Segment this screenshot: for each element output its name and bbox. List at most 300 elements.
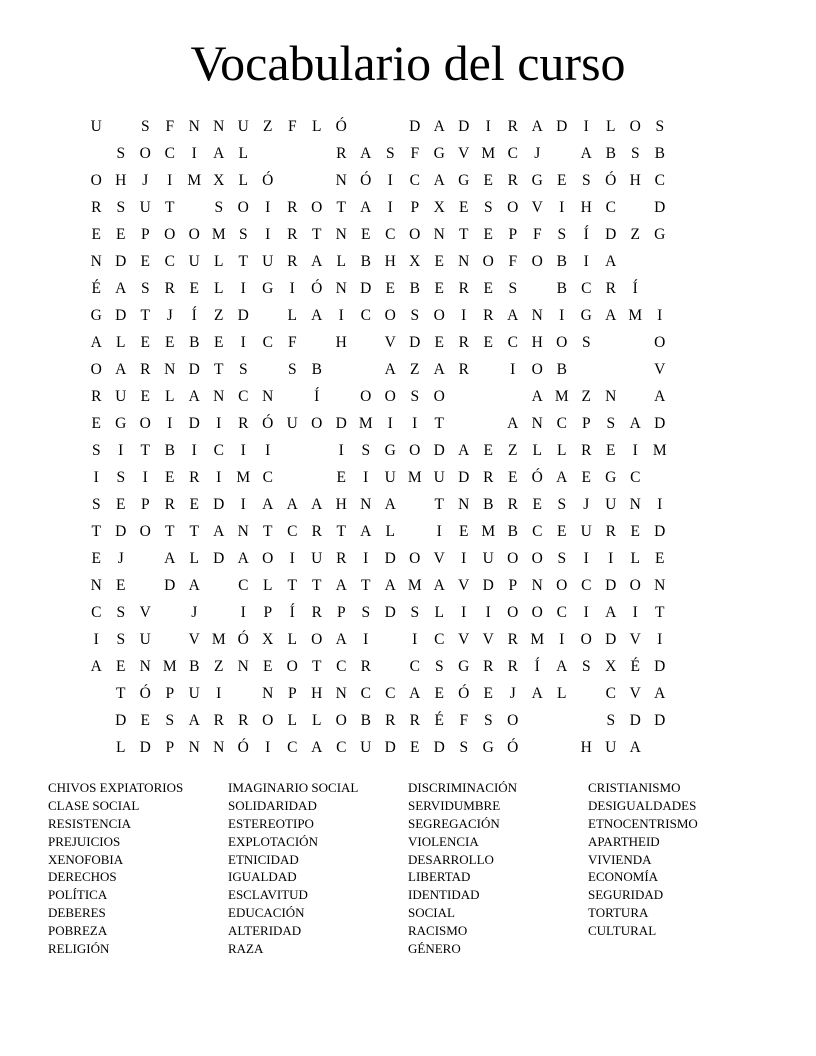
- grid-letter: [697, 464, 722, 491]
- grid-letter: N: [335, 172, 347, 189]
- grid-letter: A: [115, 361, 127, 378]
- grid-letter: Í: [534, 658, 540, 675]
- grid-letter: O: [482, 253, 494, 270]
- grid-letter: E: [91, 226, 101, 243]
- grid-letter: [697, 491, 722, 518]
- grid-letter: [133, 545, 158, 572]
- word-list-item: ECONOMÍA: [588, 869, 659, 885]
- grid-letter: E: [557, 172, 567, 189]
- grid-letter: I: [240, 496, 246, 513]
- grid-letter: R: [385, 712, 396, 729]
- grid-letter: C: [360, 307, 371, 324]
- word-list-item: ESTEREOTIPO: [228, 815, 314, 831]
- grid-letter: P: [581, 415, 591, 432]
- grid-letter: S: [91, 496, 101, 513]
- grid-letter: N: [629, 496, 641, 513]
- grid-row: [84, 734, 721, 761]
- grid-letter: L: [238, 145, 248, 162]
- word-list-column: [408, 779, 588, 958]
- grid-letter: N: [458, 253, 470, 270]
- grid-letter: I: [387, 415, 393, 432]
- grid-letter: T: [434, 415, 444, 432]
- grid-letter: V: [629, 685, 641, 702]
- grid-letter: U: [605, 739, 617, 756]
- grid-letter: A: [335, 631, 347, 648]
- grid-letter: [648, 464, 673, 491]
- grid-letter: E: [385, 280, 395, 297]
- grid-letter: O: [188, 226, 200, 243]
- grid-letter: E: [434, 334, 444, 351]
- grid-letter: [84, 140, 109, 167]
- grid-letter: E: [189, 280, 199, 297]
- grid-letter: A: [90, 658, 102, 675]
- grid-letter: R: [507, 172, 518, 189]
- grid-letter: U: [360, 739, 372, 756]
- grid-letter: C: [213, 442, 224, 459]
- grid-letter: I: [240, 604, 246, 621]
- grid-letter: [672, 680, 697, 707]
- grid-letter: T: [189, 523, 199, 540]
- grid-letter: I: [387, 172, 393, 189]
- word-list-item: RACISMO: [408, 923, 468, 939]
- grid-letter: N: [531, 577, 543, 594]
- grid-letter: I: [559, 307, 565, 324]
- grid-letter: O: [556, 334, 568, 351]
- grid-letter: O: [335, 712, 347, 729]
- grid-letter: [158, 599, 183, 626]
- grid-letter: I: [412, 415, 418, 432]
- grid-letter: A: [507, 307, 519, 324]
- grid-letter: L: [557, 685, 567, 702]
- grid-letter: M: [358, 415, 373, 432]
- grid-row: [84, 680, 721, 707]
- grid-letter: D: [213, 496, 225, 513]
- grid-letter: S: [116, 469, 126, 486]
- grid-letter: S: [434, 658, 444, 675]
- grid-letter: F: [459, 712, 469, 729]
- grid-letter: [648, 734, 673, 761]
- grid-letter: E: [263, 658, 273, 675]
- grid-letter: N: [139, 658, 151, 675]
- grid-letter: [158, 626, 183, 653]
- grid-letter: [329, 356, 354, 383]
- grid-letter: P: [410, 199, 420, 216]
- grid-row: [84, 626, 721, 653]
- grid-letter: A: [164, 550, 176, 567]
- grid-letter: D: [654, 658, 666, 675]
- word-list-item: POBREZA: [48, 923, 108, 939]
- grid-letter: [623, 194, 648, 221]
- grid-letter: A: [556, 658, 568, 675]
- grid-letter: N: [213, 739, 225, 756]
- grid-letter: D: [164, 577, 176, 594]
- grid-row: [84, 545, 721, 572]
- grid-letter: P: [508, 577, 518, 594]
- grid-letter: T: [263, 523, 273, 540]
- grid-letter: O: [654, 334, 666, 351]
- grid-letter: [697, 275, 722, 302]
- grid-letter: [672, 599, 697, 626]
- grid-letter: [403, 518, 428, 545]
- grid-letter: D: [654, 415, 666, 432]
- grid-letter: O: [164, 226, 176, 243]
- grid-letter: D: [115, 523, 127, 540]
- grid-letter: A: [311, 253, 323, 270]
- grid-letter: D: [458, 469, 470, 486]
- grid-letter: O: [409, 226, 421, 243]
- grid-letter: J: [583, 496, 590, 513]
- grid-letter: R: [605, 523, 616, 540]
- grid-letter: I: [240, 334, 246, 351]
- grid-letter: N: [164, 361, 176, 378]
- grid-letter: Ó: [237, 631, 249, 648]
- grid-letter: R: [287, 226, 298, 243]
- grid-row: [84, 194, 721, 221]
- grid-letter: Í: [191, 307, 197, 324]
- grid-letter: C: [238, 388, 249, 405]
- grid-letter: A: [286, 496, 298, 513]
- grid-letter: J: [534, 145, 541, 162]
- grid-letter: O: [139, 415, 151, 432]
- grid-letter: R: [91, 388, 102, 405]
- grid-letter: S: [581, 334, 591, 351]
- grid-letter: G: [458, 658, 470, 675]
- grid-letter: I: [93, 469, 99, 486]
- word-list-item: SEGREGACIÓN: [408, 815, 500, 831]
- grid-letter: D: [482, 577, 494, 594]
- grid-letter: [623, 356, 648, 383]
- grid-letter: E: [581, 469, 591, 486]
- grid-letter: [84, 734, 109, 761]
- grid-letter: I: [289, 550, 295, 567]
- grid-letter: Z: [263, 118, 273, 135]
- grid-letter: [525, 275, 550, 302]
- grid-letter: E: [214, 334, 224, 351]
- grid-letter: B: [409, 280, 420, 297]
- grid-letter: S: [165, 712, 175, 729]
- grid-letter: E: [140, 388, 150, 405]
- grid-letter: O: [237, 199, 249, 216]
- grid-letter: I: [559, 631, 565, 648]
- grid-letter: O: [90, 361, 102, 378]
- grid-letter: [280, 464, 305, 491]
- grid-letter: R: [287, 253, 298, 270]
- grid-letter: J: [166, 307, 173, 324]
- grid-letter: C: [360, 685, 371, 702]
- grid-letter: N: [605, 388, 617, 405]
- grid-letter: L: [263, 577, 273, 594]
- grid-letter: O: [409, 550, 421, 567]
- grid-letter: C: [385, 685, 396, 702]
- grid-letter: J: [509, 685, 516, 702]
- grid-row: [84, 707, 721, 734]
- grid-letter: U: [482, 550, 494, 567]
- grid-row: [84, 599, 721, 626]
- grid-letter: E: [361, 226, 371, 243]
- word-list-item: GÉNERO: [408, 941, 461, 957]
- grid-letter: G: [531, 172, 543, 189]
- grid-letter: E: [165, 469, 175, 486]
- grid-letter: [697, 626, 722, 653]
- grid-letter: O: [629, 577, 641, 594]
- grid-letter: T: [165, 523, 175, 540]
- grid-letter: E: [557, 523, 567, 540]
- grid-letter: R: [164, 280, 175, 297]
- grid-letter: Z: [214, 658, 224, 675]
- grid-letter: A: [311, 739, 323, 756]
- grid-letter: S: [508, 280, 518, 297]
- grid-letter: [672, 221, 697, 248]
- grid-letter: A: [433, 361, 445, 378]
- grid-letter: [672, 437, 697, 464]
- word-list-item: RELIGIÓN: [48, 941, 110, 957]
- grid-letter: D: [605, 631, 617, 648]
- grid-letter: D: [384, 604, 396, 621]
- grid-letter: [672, 383, 697, 410]
- grid-letter: O: [531, 361, 543, 378]
- grid-letter: [672, 275, 697, 302]
- grid-letter: G: [654, 226, 666, 243]
- grid-letter: T: [312, 226, 322, 243]
- grid-letter: I: [608, 550, 614, 567]
- grid-letter: O: [311, 199, 323, 216]
- grid-letter: [476, 356, 501, 383]
- grid-letter: E: [336, 469, 346, 486]
- grid-letter: E: [483, 280, 493, 297]
- grid-letter: F: [287, 334, 297, 351]
- grid-letter: N: [262, 685, 274, 702]
- grid-letter: [697, 383, 722, 410]
- grid-letter: I: [167, 172, 173, 189]
- grid-letter: I: [216, 415, 222, 432]
- grid-letter: S: [238, 226, 248, 243]
- word-list-item: ETNOCENTRISMO: [588, 815, 698, 831]
- grid-letter: S: [287, 361, 297, 378]
- grid-letter: R: [483, 469, 494, 486]
- grid-row: [84, 464, 721, 491]
- grid-letter: B: [556, 280, 567, 297]
- grid-letter: U: [188, 253, 200, 270]
- grid-letter: U: [286, 415, 298, 432]
- grid-letter: R: [336, 145, 347, 162]
- grid-letter: Ó: [507, 739, 519, 756]
- grid-letter: E: [459, 523, 469, 540]
- grid-letter: V: [629, 631, 641, 648]
- grid-letter: S: [581, 172, 591, 189]
- grid-letter: R: [238, 415, 249, 432]
- grid-letter: V: [482, 631, 494, 648]
- grid-letter: G: [605, 469, 617, 486]
- grid-letter: [697, 572, 722, 599]
- grid-letter: V: [458, 145, 470, 162]
- grid-letter: L: [336, 253, 346, 270]
- grid-letter: L: [532, 442, 542, 459]
- word-list-item: EDUCACIÓN: [228, 905, 305, 921]
- word-list-item: CLASE SOCIAL: [48, 797, 140, 813]
- grid-letter: N: [335, 280, 347, 297]
- grid-letter: [672, 464, 697, 491]
- grid-letter: T: [361, 577, 371, 594]
- grid-letter: Z: [214, 307, 224, 324]
- grid-letter: Í: [289, 604, 295, 621]
- grid-letter: [648, 275, 673, 302]
- word-list-item: VIVIENDA: [588, 851, 652, 867]
- grid-letter: L: [385, 523, 395, 540]
- grid-letter: A: [531, 118, 543, 135]
- grid-letter: I: [485, 604, 491, 621]
- word-list-item: SERVIDUMBRE: [408, 797, 501, 813]
- grid-letter: [84, 680, 109, 707]
- grid-letter: O: [433, 307, 445, 324]
- grid-letter: L: [116, 334, 126, 351]
- grid-letter: [501, 383, 526, 410]
- grid-letter: O: [507, 712, 519, 729]
- word-list-item: ETNICIDAD: [228, 851, 299, 867]
- grid-letter: R: [507, 118, 518, 135]
- grid-letter: M: [554, 388, 569, 405]
- grid-row: [84, 302, 721, 329]
- grid-letter: O: [507, 199, 519, 216]
- grid-letter: G: [458, 172, 470, 189]
- grid-letter: O: [90, 172, 102, 189]
- grid-letter: C: [287, 739, 298, 756]
- grid-letter: E: [508, 469, 518, 486]
- grid-letter: C: [532, 523, 543, 540]
- grid-letter: H: [335, 496, 347, 513]
- grid-letter: S: [410, 307, 420, 324]
- word-list-item: DESIGUALDADES: [588, 797, 697, 813]
- grid-letter: É: [91, 280, 101, 297]
- grid-letter: T: [336, 523, 346, 540]
- grid-letter: S: [459, 739, 469, 756]
- grid-letter: C: [605, 199, 616, 216]
- grid-letter: C: [581, 577, 592, 594]
- grid-letter: D: [409, 334, 421, 351]
- grid-letter: A: [629, 739, 641, 756]
- grid-letter: B: [483, 496, 494, 513]
- grid-letter: [697, 680, 722, 707]
- grid-letter: J: [142, 172, 149, 189]
- grid-letter: [329, 383, 354, 410]
- page-title: Vocabulario del curso: [190, 35, 626, 91]
- grid-letter: [623, 383, 648, 410]
- grid-letter: Ó: [237, 739, 249, 756]
- grid-letter: U: [139, 199, 151, 216]
- word-list-column: [228, 779, 408, 958]
- grid-letter: I: [93, 631, 99, 648]
- word-search-grid: [84, 113, 721, 761]
- grid-letter: N: [335, 685, 347, 702]
- grid-letter: E: [434, 253, 444, 270]
- grid-letter: P: [140, 496, 150, 513]
- grid-letter: R: [189, 469, 200, 486]
- grid-letter: V: [188, 631, 200, 648]
- grid-letter: A: [654, 685, 666, 702]
- grid-letter: A: [237, 550, 249, 567]
- grid-letter: M: [162, 658, 177, 675]
- grid-letter: A: [90, 334, 102, 351]
- grid-letter: I: [363, 469, 369, 486]
- grid-letter: [574, 356, 599, 383]
- grid-letter: B: [654, 145, 665, 162]
- grid-letter: C: [630, 469, 641, 486]
- grid-letter: L: [606, 118, 616, 135]
- grid-letter: E: [91, 415, 101, 432]
- grid-letter: I: [338, 307, 344, 324]
- grid-letter: P: [508, 226, 518, 243]
- grid-letter: D: [458, 118, 470, 135]
- grid-letter: A: [335, 577, 347, 594]
- grid-letter: I: [510, 361, 516, 378]
- grid-letter: G: [90, 307, 102, 324]
- grid-letter: N: [237, 658, 249, 675]
- grid-letter: [672, 356, 697, 383]
- grid-letter: C: [385, 226, 396, 243]
- grid-letter: D: [360, 280, 372, 297]
- grid-letter: H: [311, 685, 323, 702]
- word-list-item: CRISTIANISMO: [588, 780, 681, 795]
- grid-letter: S: [557, 226, 567, 243]
- grid-letter: D: [556, 118, 568, 135]
- word-list-item: SOCIAL: [408, 905, 455, 921]
- grid-letter: O: [262, 550, 274, 567]
- grid-letter: [697, 599, 722, 626]
- grid-row: [84, 113, 721, 140]
- grid-letter: S: [214, 199, 224, 216]
- grid-letter: R: [336, 550, 347, 567]
- grid-letter: S: [410, 604, 420, 621]
- grid-letter: T: [140, 442, 150, 459]
- grid-letter: M: [628, 307, 643, 324]
- grid-letter: [305, 140, 330, 167]
- grid-letter: D: [654, 712, 666, 729]
- grid-letter: X: [213, 172, 225, 189]
- grid-letter: [550, 140, 575, 167]
- grid-letter: A: [409, 685, 421, 702]
- grid-letter: Ó: [262, 172, 274, 189]
- grid-letter: G: [580, 307, 592, 324]
- grid-letter: O: [139, 145, 151, 162]
- grid-letter: U: [605, 496, 617, 513]
- grid-letter: A: [311, 496, 323, 513]
- grid-row: [84, 410, 721, 437]
- grid-letter: I: [265, 199, 271, 216]
- grid-letter: I: [167, 415, 173, 432]
- grid-letter: U: [115, 388, 127, 405]
- grid-letter: [403, 491, 428, 518]
- grid-letter: D: [629, 712, 641, 729]
- grid-letter: [476, 410, 501, 437]
- word-list-item: RAZA: [228, 941, 264, 957]
- grid-letter: I: [338, 442, 344, 459]
- grid-letter: [697, 437, 722, 464]
- word-list-item: PREJUICIOS: [48, 833, 121, 849]
- grid-letter: A: [213, 145, 225, 162]
- grid-letter: F: [287, 118, 297, 135]
- grid-letter: [452, 410, 477, 437]
- grid-letter: C: [336, 739, 347, 756]
- grid-letter: [697, 113, 722, 140]
- grid-letter: Z: [581, 388, 591, 405]
- grid-letter: O: [580, 631, 592, 648]
- grid-letter: E: [483, 685, 493, 702]
- grid-letter: R: [581, 442, 592, 459]
- grid-letter: N: [188, 739, 200, 756]
- grid-letter: P: [165, 739, 175, 756]
- grid-letter: N: [90, 253, 102, 270]
- word-list-item: SOLIDARIDAD: [228, 797, 317, 813]
- grid-letter: C: [164, 253, 175, 270]
